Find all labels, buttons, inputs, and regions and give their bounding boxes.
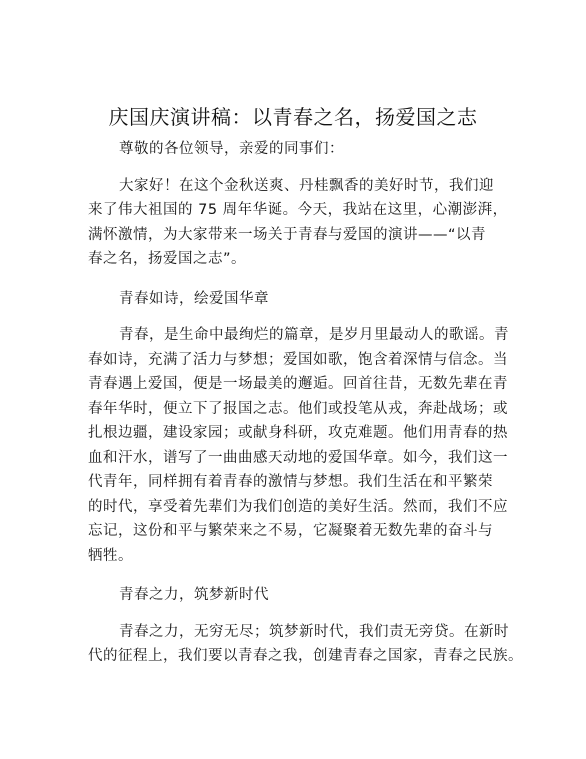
paragraph-line: 青春遇上爱国，便是一场最美的邂逅。回首往昔，无数先辈在青: [88, 376, 508, 392]
salutation: 尊敬的各位领导，亲爱的同事们：: [119, 141, 344, 157]
spacer: [88, 568, 516, 583]
paragraph-line: 来了伟大祖国的 75 周年华诞。今天，我站在这里，心潮澎湃，: [88, 202, 508, 218]
paragraph-line: 血和汗水，谱写了一曲曲感天动地的爱国华章。如今，我们这一: [88, 449, 508, 466]
paragraph-line: 春之名，扬爱国之志”。: [88, 251, 247, 267]
paragraph-line: 代青年，同样拥有着青春的激情与梦想。我们生活在和平繁荣: [88, 474, 493, 490]
paragraph-line: 春年华时，便立下了报国之志。他们或投笔从戎，奔赴战场；或: [88, 400, 508, 417]
paragraph-line: 青春之力，无穷无尽；筑梦新时代，我们责无旁贷。在新时: [119, 623, 509, 640]
spacer: [88, 608, 516, 620]
document-title: 庆国庆演讲稿：以青春之名，扬爱国之志: [108, 105, 478, 129]
document-body: [88, 137, 523, 669]
paragraph-line: 忘记，这份和平与繁荣来之不易，它凝聚着无数先辈的奋斗与: [88, 523, 493, 539]
paragraph-line: 春如诗，充满了活力与梦想；爱国如歌，饱含着深情与信念。当: [88, 351, 508, 368]
section2-paragraph: [88, 620, 523, 669]
spacer: [88, 311, 516, 323]
paragraph-line: 大家好！在这个金秋送爽、丹桂飘香的美好时节，我们迎: [119, 177, 494, 194]
paragraph-line: 扎根边疆，建设家园；或献身科研，攻克难题。他们用青春的热: [88, 425, 508, 441]
spacer: [88, 162, 516, 174]
section1-paragraph: [88, 323, 516, 568]
paragraph-line: 满怀激情，为大家带来一场关于青春与爱国的演讲——“以青: [88, 226, 487, 243]
section-heading: 青春之力，筑梦新时代: [119, 587, 269, 603]
paragraph-line: 代的征程上，我们要以青春之我，创建青春之国家，青春之民族。: [88, 648, 523, 664]
paragraph-line: 的时代，享受着先辈们为我们创造的美好生活。然而，我们不应: [88, 498, 508, 515]
intro-paragraph: [88, 174, 516, 272]
paragraph-line: 青春，是生命中最绚烂的篇章，是岁月里最动人的歌谣。青: [119, 327, 509, 343]
paragraph-line: 牺牲。: [88, 547, 133, 564]
section-heading: 青春如诗，绘爱国华章: [119, 290, 269, 307]
spacer: [88, 272, 516, 287]
